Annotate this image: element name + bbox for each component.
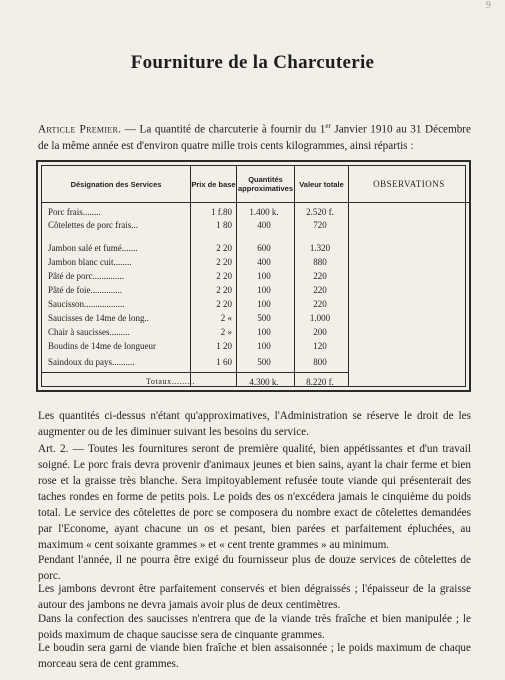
paragraph-saucisses: Dans la confection des saucisses n'entrera que de la viande très fraîche et bien manipulée ; le poids maximum de chaque saucisse sera de cinquante grammes.	[38, 613, 471, 641]
paragraph-quantites: Les quantités ci-dessus n'étant qu'approximatives, l'Administration se réserve le droit de les augmenter ou de les diminuer suivant les besoins du service.	[38, 410, 471, 438]
header-quantites: Quantités approximatives	[237, 175, 294, 193]
intro-paragraph	[38, 118, 471, 154]
paragraph-cotelettes: Pendant l'année, il ne pourra être exigé du fournisseur plus de douze services de côtelettes de porc.	[38, 554, 471, 582]
row-prix: 1 80	[216, 220, 232, 230]
row-prix: 2 20	[216, 257, 232, 267]
header-valeur: Valeur totale	[299, 179, 344, 189]
intro-text-a: — La quantité de charcuterie à fournir du 1	[121, 123, 326, 136]
row-designation: Saucisses de 14me de long..	[48, 313, 149, 323]
page-number: 9	[486, 0, 491, 11]
row-prix: 2 20	[216, 299, 232, 309]
header-divider-obs	[348, 202, 469, 203]
row-prix: 2 »	[220, 327, 232, 337]
row-designation: Chair à saucisses.........	[48, 327, 130, 337]
row-quantite: 100	[257, 341, 271, 351]
row-prix: 1 20	[216, 341, 232, 351]
row-prix: 2 20	[216, 243, 232, 253]
row-quantite: 100	[257, 271, 271, 281]
paragraph-boudin: Le boudin sera garni de viande bien fraîche et bien assaisonnée ; le poids maximum de chaque morceau sera de cent grammes.	[38, 642, 471, 670]
row-quantite: 100	[257, 327, 271, 337]
row-valeur: 220	[313, 271, 327, 281]
total-divider	[42, 372, 348, 373]
row-prix: 2 20	[216, 271, 232, 281]
table-grid	[41, 165, 466, 387]
header-observations: OBSERVATIONS	[373, 178, 445, 189]
row-quantite: 500	[257, 313, 271, 323]
intro-sup: er	[325, 122, 331, 130]
intro-text-b: Janvier 1910 au 31 Décembre de la même année est d'environ quatre mille trois cents kilogrammes, ainsi répartis :	[38, 123, 471, 152]
row-valeur: 880	[313, 257, 327, 267]
row-valeur: 2.520 f.	[306, 207, 334, 217]
row-prix: 2 20	[216, 285, 232, 295]
row-designation: Saindoux du pays..........	[48, 357, 135, 367]
row-designation: Jambon salé et fumé.......	[48, 243, 138, 253]
header-designation: Désignation des Services	[70, 179, 162, 189]
article-lead: Article Premier.	[38, 123, 122, 136]
total-label: Totaux.........	[146, 377, 196, 386]
total-valeur: 8.220 f.	[306, 377, 334, 387]
row-quantite: 500	[257, 357, 271, 367]
row-quantite: 400	[257, 257, 271, 267]
page-title: Fourniture de la Charcuterie	[130, 52, 375, 73]
row-prix: 1 60	[216, 357, 232, 367]
row-designation: Jambon blanc cuit........	[48, 257, 132, 267]
row-prix: 2 «	[220, 313, 232, 323]
row-designation: Pâté de porc..............	[48, 271, 124, 281]
row-quantite: 400	[257, 220, 271, 230]
row-valeur: 1.320	[309, 243, 331, 253]
paragraph-art-2: Art. 2. — Toutes les fournitures seront de première qualité, bien appétissantes et d'un travail soigné. Le porc frais devra provenir d'animaux jeunes et bien sains, ayant la chair ferme et bien rose et la graisse très blanche. Sera impitoyablement refusée toute viande qui présenterait des taches rondes en forme de petits pois. Le poids des os n'excédera jamais le cinquième du poids total. Le service des côtelettes de porc se composera du nombre exact de côtelettes demandées par l'Econome, ayant chacune un os et pesant, bien parées et parfaitement épluchées, au maximum « cent soixante grammes » et « cent trente grammes » au minimum.	[38, 443, 471, 551]
row-quantite: 100	[257, 285, 271, 295]
paragraph-jambons: Les jambons devront être parfaitement conservés et bien dégraissés ; l'épaisseur de la graisse autour des jambons ne devra jamais avoir plus de deux centimètres.	[38, 583, 471, 611]
header-divider	[42, 202, 348, 203]
row-designation: Saucisson..................	[48, 299, 125, 309]
row-designation: Boudins de 14me de longueur	[48, 341, 156, 351]
row-valeur: 200	[313, 327, 327, 337]
total-quantite: 4.300 k.	[249, 377, 279, 387]
row-valeur: 220	[313, 285, 327, 295]
row-quantite: 100	[257, 299, 271, 309]
row-valeur: 720	[313, 220, 327, 230]
row-designation: Porc frais........	[48, 207, 101, 217]
charcuterie-table	[36, 160, 471, 392]
row-designation: Côtelettes de porc frais...	[48, 220, 138, 230]
header-prix: Prix de base	[191, 179, 236, 189]
row-valeur: 220	[313, 299, 327, 309]
row-quantite: 600	[257, 243, 271, 253]
row-quantite: 1.400 k.	[249, 207, 279, 217]
row-valeur: 800	[313, 357, 327, 367]
row-prix: 1 f.80	[211, 207, 232, 217]
row-valeur: 1.000	[309, 313, 331, 323]
row-valeur: 120	[313, 341, 327, 351]
row-designation: Pâté de foie..............	[48, 285, 122, 295]
